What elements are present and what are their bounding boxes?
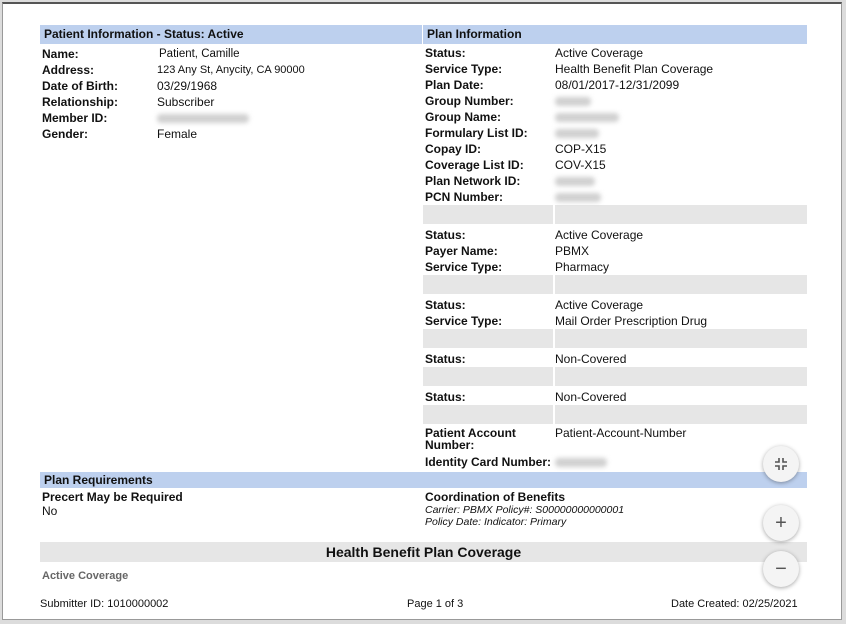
field-label: Date of Birth: bbox=[42, 79, 118, 93]
plan-row bbox=[423, 454, 807, 470]
plan-row bbox=[423, 227, 807, 243]
cob-policy-line: Policy Date: Indicator: Primary bbox=[425, 516, 567, 528]
row-separator bbox=[423, 275, 807, 294]
page-indicator: Page 1 of 3 bbox=[407, 598, 464, 610]
field-label: Patient Account Number: bbox=[425, 426, 516, 452]
redacted-value bbox=[157, 114, 249, 123]
plan-row bbox=[423, 93, 807, 109]
plan-row bbox=[423, 77, 807, 93]
field-label: Status: bbox=[425, 46, 466, 60]
minus-icon: − bbox=[775, 557, 787, 580]
redacted-value bbox=[555, 113, 619, 122]
cob-label: Coordination of Benefits bbox=[425, 490, 565, 504]
plan-info-section bbox=[423, 25, 807, 470]
row-separator bbox=[423, 367, 807, 386]
coverage-status: Active Coverage bbox=[42, 570, 129, 582]
patient-address-row bbox=[42, 62, 422, 78]
redacted-value bbox=[555, 193, 601, 202]
field-value: Patient-Account-Number bbox=[555, 426, 687, 440]
precert-value: No bbox=[42, 504, 58, 518]
field-label: Status: bbox=[425, 228, 466, 242]
field-value: Non-Covered bbox=[555, 352, 627, 366]
field-value: 03/29/1968 bbox=[157, 79, 218, 93]
patient-gender-row bbox=[42, 126, 422, 142]
plan-requirements-section bbox=[40, 472, 807, 542]
field-value: Mail Order Prescription Drug bbox=[555, 314, 708, 328]
field-label: Service Type: bbox=[425, 314, 503, 328]
field-label: Status: bbox=[425, 390, 466, 404]
redacted-value bbox=[555, 458, 607, 467]
plan-requirements-header: Plan Requirements bbox=[40, 472, 807, 488]
field-value: Pharmacy bbox=[555, 260, 610, 274]
patient-relationship-row bbox=[42, 94, 422, 110]
date-created: Date Created: 02/25/2021 bbox=[671, 598, 798, 610]
field-value: 08/01/2017-12/31/2099 bbox=[555, 78, 680, 92]
field-value: 123 Any St, Anycity, CA 90000 bbox=[157, 64, 305, 76]
field-value: Patient, Camille bbox=[159, 48, 240, 60]
precert-label: Precert May be Required bbox=[42, 490, 183, 504]
field-label: Coverage List ID: bbox=[425, 158, 524, 172]
plan-row bbox=[423, 427, 807, 451]
field-label: Plan Date: bbox=[425, 78, 484, 92]
field-label: Group Name: bbox=[425, 110, 502, 124]
field-label: Address: bbox=[42, 63, 95, 77]
redacted-value bbox=[555, 129, 599, 138]
plan-row bbox=[423, 45, 807, 61]
field-value: COV-X15 bbox=[555, 158, 606, 172]
row-separator bbox=[423, 205, 807, 224]
field-label: Formulary List ID: bbox=[425, 126, 528, 140]
field-value: Active Coverage bbox=[555, 298, 644, 312]
field-label: Name: bbox=[42, 47, 79, 61]
field-value: Active Coverage bbox=[555, 46, 644, 60]
field-label: Copay ID: bbox=[425, 142, 482, 156]
field-label: Service Type: bbox=[425, 62, 503, 76]
plan-row bbox=[423, 313, 807, 329]
plan-row bbox=[423, 157, 807, 173]
patient-dob-row bbox=[42, 78, 422, 94]
plan-row bbox=[423, 189, 807, 205]
plus-icon: + bbox=[775, 511, 787, 534]
redacted-value bbox=[555, 177, 595, 186]
collapse-icon bbox=[773, 456, 789, 472]
plan-row bbox=[423, 173, 807, 189]
plan-row bbox=[423, 389, 807, 405]
field-label: Status: bbox=[425, 298, 466, 312]
collapse-button[interactable] bbox=[763, 446, 799, 482]
field-value: Subscriber bbox=[157, 95, 215, 109]
field-label: Gender: bbox=[42, 127, 89, 141]
field-label: Payer Name: bbox=[425, 244, 498, 258]
field-label: PCN Number: bbox=[425, 190, 504, 204]
plan-row bbox=[423, 243, 807, 259]
field-label: Service Type: bbox=[425, 260, 503, 274]
plan-row bbox=[423, 141, 807, 157]
coverage-title: Health Benefit Plan Coverage bbox=[325, 544, 522, 560]
plan-row bbox=[423, 61, 807, 77]
coverage-title-band bbox=[40, 542, 807, 562]
row-separator bbox=[423, 329, 807, 348]
zoom-out-button[interactable] bbox=[763, 551, 799, 587]
field-value: Non-Covered bbox=[555, 390, 627, 404]
plan-row bbox=[423, 297, 807, 313]
cob-carrier-line: Carrier: PBMX Policy#: S00000000000001 bbox=[425, 504, 625, 516]
plan-info-header: Plan Information bbox=[423, 25, 807, 44]
redacted-value bbox=[555, 97, 591, 106]
field-label: Group Number: bbox=[425, 94, 514, 108]
field-label: Status: bbox=[425, 352, 466, 366]
plan-row bbox=[423, 259, 807, 275]
plan-row bbox=[423, 351, 807, 367]
field-value: PBMX bbox=[555, 244, 590, 258]
field-value: Female bbox=[157, 127, 198, 141]
field-label: Member ID: bbox=[42, 111, 108, 125]
submitter-id: Submitter ID: 1010000002 bbox=[40, 598, 169, 610]
document-page bbox=[2, 2, 842, 620]
patient-name-row bbox=[42, 46, 422, 62]
field-label: Identity Card Number: bbox=[425, 455, 552, 469]
field-label: Plan Network ID: bbox=[425, 174, 521, 188]
field-value: Active Coverage bbox=[555, 228, 644, 242]
field-value: COP-X15 bbox=[555, 142, 607, 156]
patient-info-header: Patient Information - Status: Active bbox=[40, 25, 422, 44]
field-value: Health Benefit Plan Coverage bbox=[555, 62, 714, 76]
patient-member-id-row bbox=[42, 110, 422, 126]
zoom-in-button[interactable] bbox=[763, 505, 799, 541]
plan-row bbox=[423, 125, 807, 141]
patient-info-section bbox=[40, 25, 422, 142]
field-label: Relationship: bbox=[42, 95, 119, 109]
plan-row bbox=[423, 109, 807, 125]
row-separator bbox=[423, 405, 807, 424]
